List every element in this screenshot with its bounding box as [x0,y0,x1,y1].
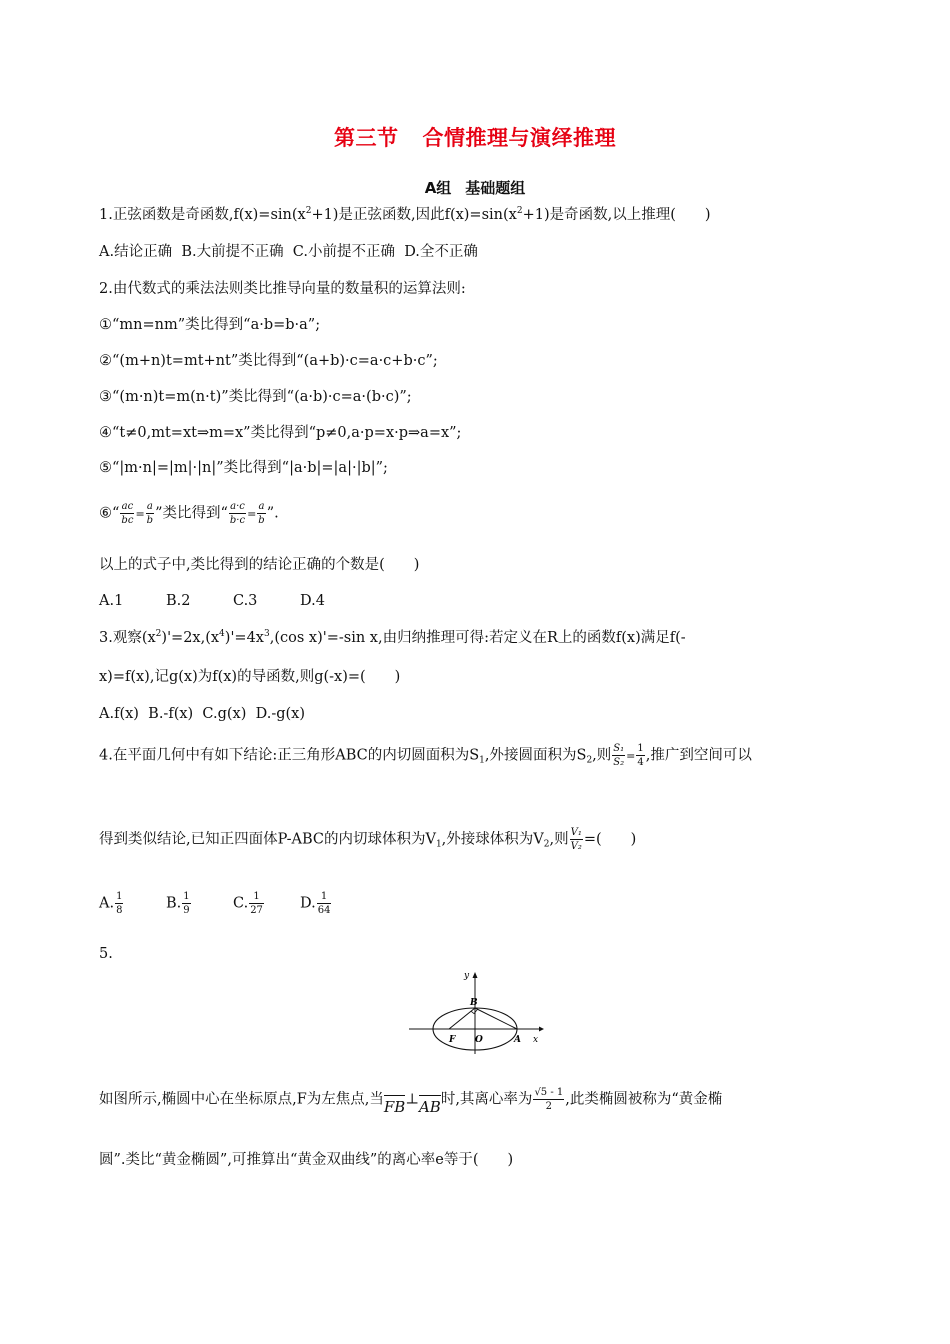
q4-line-1 [99,742,752,769]
frac-num: 1 [637,743,644,754]
q2-item6-frac-2 [146,500,154,527]
option-label: D. [300,895,316,912]
vector-fb: FB [383,1097,406,1116]
frac-num: a [258,501,265,512]
q4-option-b [166,890,233,917]
frac-num: √5 - 1 [534,1087,564,1098]
option-fraction [249,890,264,917]
q5-l1-a: 如图所示,椭圆中心在坐标原点,F为左焦点,当 [99,1091,384,1108]
q4-ratio-s [612,742,625,769]
label-b: B [470,998,478,1008]
frac-den: 9 [183,905,190,916]
q4-option-c [233,890,300,917]
y-axis-arrow [473,972,478,978]
q1-sup-2: 2 [516,206,523,216]
frac-den: 27 [250,905,263,916]
frac-den: S₂ [613,757,625,768]
q2-item6-close: ”. [266,505,279,522]
q1-sup-1: 2 [305,206,312,216]
q1-option-c: C.小前提不正确 [292,244,395,260]
q4-options [99,890,332,917]
q4-l2-d: =( ) [583,831,637,848]
q2-item6-mid: ”类比得到“ [155,505,228,522]
perp-symbol: ⊥ [405,1091,419,1108]
option-fraction [182,890,190,917]
frac-num: 1 [317,890,332,904]
section-group: A组 [424,179,452,197]
q3-l1-a: 3.观察(x [99,630,156,646]
q4-l1-c: ,则 [592,747,612,764]
frac-num: a [146,501,153,512]
q3-line-1 [99,628,686,648]
title-section-number: 第三节 [334,126,399,150]
q3-l1-c: )'=4x [224,630,264,646]
q2-item6-eq-2: = [247,507,257,521]
q2-options [99,591,325,611]
q3-options [99,704,305,724]
frac-num: V₁ [570,827,582,838]
vector-ab: AB [418,1097,441,1116]
section-heading [0,177,950,198]
q1-stem-a: 1.正弦函数是奇函数,f(x)=sin(x [99,207,306,223]
q1-stem-b: +1)是正弦函数,因此f(x)=sin(x [311,207,517,223]
frac-num: 1 [249,890,264,904]
frac-num: S₁ [613,743,625,754]
q3-sup-4: 4 [219,629,225,639]
frac-den: 4 [637,757,644,768]
q4-line-2 [99,826,636,853]
q4-ratio-v [570,826,583,853]
frac-den: b·c [229,515,246,526]
q5-line-1 [99,1086,723,1116]
frac-den: 8 [116,905,123,916]
frac-den: b [146,515,154,526]
q5-number: 5. [99,946,113,962]
q5-line-2: 圆”.类比“黄金椭圆”,可推算出“黄金双曲线”的离心率e等于( ) [99,1152,514,1168]
option-fraction [317,890,332,917]
q2-option-d: D.4 [300,593,325,609]
option-label: C. [233,895,249,912]
q4-l1-b: ,外接圆面积为S [484,747,587,764]
q2-item-6 [99,500,279,527]
frac-num: ac [121,501,134,512]
q4-option-a [99,890,166,917]
frac-num: 1 [116,891,123,902]
q2-item6-open: ⑥“ [99,505,120,522]
frac-den: bc [121,515,134,526]
section-name: 基础题组 [465,179,526,197]
frac-num: 1 [183,891,190,902]
q4-l1-d: ,推广到空间可以 [645,747,752,764]
label-o: O [475,1035,483,1045]
frac-den: 2 [545,1101,553,1112]
q4-l1-a: 4.在平面几何中有如下结论:正三角形ABC的内切圆面积为S [99,747,480,764]
q2-item6-frac-4 [257,500,265,527]
q1-stem [99,205,711,225]
q2-option-c: C.3 [233,593,258,609]
ellipse-figure [405,968,545,1056]
q4-ratio-eq: = [626,749,636,763]
q4-sub-1: 1 [479,755,485,766]
q1-option-b: B.大前提不正确 [181,244,284,260]
q3-l1-d: ,(cos x)'=-sin x,由归纳推理可得:若定义在R上的函数f(x)满足f(- [269,630,686,646]
q2-item6-frac-3 [229,500,246,527]
q3-sup-2: 2 [155,629,162,639]
q4-option-d [300,890,332,917]
q3-option-a: A.f(x) [99,706,139,722]
q4-l2-a: 得到类似结论,已知正四面体P-ABC的内切球体积为V [99,831,436,848]
x-axis-arrow [539,1027,544,1032]
q2-conclusion: 以上的式子中,类比得到的结论正确的个数是( ) [99,557,420,573]
q5-l1-c: ,此类椭圆被称为“黄金椭 [565,1091,723,1108]
q2-item6-eq-1: = [135,507,145,521]
q3-l1-b: )'=2x,(x [161,630,220,646]
frac-den: b [258,515,265,526]
q2-item-3: ③“(m·n)t=m(n·t)”类比得到“(a·b)·c=a·(b·c)”; [99,389,412,405]
q4-ratio-value [636,742,644,769]
q2-item-4: ④“t≠0,mt=xt⇒m=x”类比得到“p≠0,a·p=x·p⇒a=x”; [99,425,462,441]
q2-option-a: A.1 [99,593,124,609]
q1-options [99,242,478,262]
label-x: x [533,1035,539,1045]
q4-l2-b: ,外接球体积为V [441,831,544,848]
q3-option-d: D.-g(x) [255,706,305,722]
frac-den: 64 [317,905,331,916]
q4-sub-v2: 2 [543,839,550,850]
frac-den: V₂ [570,841,582,852]
q2-option-b: B.2 [166,593,191,609]
title-topic: 合情推理与演绎推理 [422,126,616,150]
q3-sup-3: 3 [263,629,270,639]
q1-stem-c: +1)是奇函数,以上推理( ) [522,207,711,223]
q2-item6-frac-1 [120,500,134,527]
q2-stem: 2.由代数式的乘法法则类比推导向量的数量积的运算法则: [99,281,466,297]
q2-item-5: ⑤“|m·n|=|m|·|n|”类比得到“|a·b|=|a|·|b|”; [99,460,388,476]
label-f: F [449,1035,456,1045]
q3-option-b: B.-f(x) [148,706,194,722]
q4-sub-v1: 1 [435,839,442,850]
q1-option-a: A.结论正确 [99,244,173,260]
q4-l2-c: ,则 [549,831,569,848]
frac-num: a·c [230,501,245,512]
q1-option-d: D.全不正确 [404,244,478,260]
eccentricity-fraction [533,1086,564,1113]
page-title [0,122,950,152]
label-y: y [464,971,470,981]
q5-l1-b: 时,其离心率为 [440,1091,533,1108]
q3-line-2: x)=f(x),记g(x)为f(x)的导函数,则g(-x)=( ) [99,669,401,685]
q3-option-c: C.g(x) [202,706,247,722]
label-a: A [514,1035,521,1045]
q4-sub-2: 2 [586,755,593,766]
option-label: B. [166,895,182,912]
q2-item-2: ②“(m+n)t=mt+nt”类比得到“(a+b)·c=a·c+b·c”; [99,353,438,369]
option-fraction [115,890,123,917]
q2-item-1: ①“mn=nm”类比得到“a·b=b·a”; [99,317,321,333]
option-label: A. [99,895,115,912]
